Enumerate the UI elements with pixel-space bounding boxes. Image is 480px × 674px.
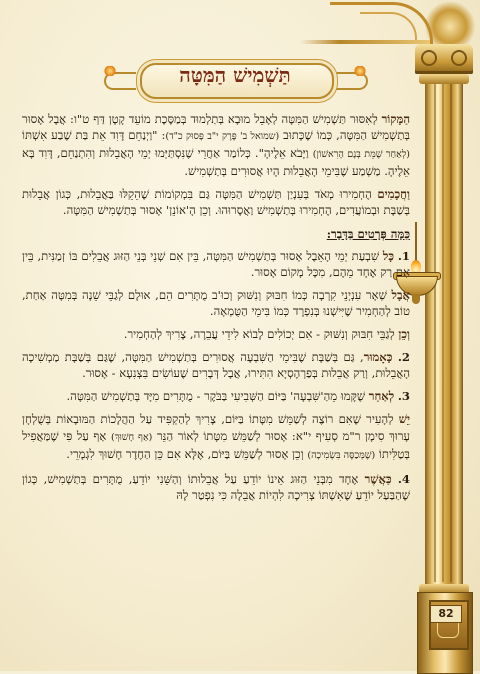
pillar-shaft	[425, 74, 463, 594]
item-text: אַף עַל פִּי שֶׁמַּאֲפִיל בְּטַלִּיתוֹ	[22, 428, 410, 461]
page-title: תַּשְׁמִישׁ הַמִּטָּה	[179, 63, 291, 87]
item-lead: כָּאָמוּר	[363, 350, 393, 365]
item-lead: כָּל	[382, 248, 395, 263]
paragraph-text: וַיָּבֹא אֵלֶיהָ". כְּלוֹמַר אַחֲרֵי שֶׁנִּסְתַּיְּמוּ יְמֵי הָאֲבֵלוּת וְהִתְנַחֵם, דָּוִד בָּא אֵלֶיהָ. מַשְׁמַע שֶׁבִּימֵי הָאֲבֵלוּת הָיוּ אֲסוּרִים בְּתַשְׁמִישׁ.	[22, 146, 410, 179]
paragraph	[22, 111, 410, 179]
title-cartouche	[140, 63, 330, 95]
top-frame-bar	[300, 40, 430, 44]
paragraph-text: לְאִסּוּר תַּשְׁמִישׁ הַמִּטָּה לְאָבֵל מוּבָא בְּתַלְמוּד בְּמַסֶּכֶת מוֹעֵד קָטָן דַּף ט"ו: אֲבָל אָסוּר בְּתַשְׁמִישׁ הַמִּטָּה, כְּמוֹ שֶׁכָּתוּב	[22, 112, 410, 143]
item-lead: אֲבָל	[391, 287, 410, 302]
pillar-ring	[419, 74, 469, 84]
item-note: (אַף חָשׁוּךְ)	[110, 431, 153, 443]
section-heading: כַּמָּה פְּרָטִים בַּדָּבָר:	[326, 226, 410, 241]
list-item	[22, 248, 410, 280]
item-number: 4.	[397, 471, 410, 486]
item-note: (שֶׁמְּכַסֶּה בִּשְׂמִיכָה)	[307, 449, 376, 461]
pillar-capital	[415, 44, 473, 74]
item-text: שִׁבְעַת יְמֵי הָאֵבֶל אָסוּר בְּתַשְׁמִישׁ הַמִּטָּה, בֵּין אִם שְׁנֵי בְּנֵי הַזּוּג אֲבֵלִים בּוֹ זְמַנִּית, בֵּין אִם רַק אֶחָד מֵהֶם, מִכָּל מָקוֹם אָסוּר.	[22, 248, 410, 279]
list-item	[22, 388, 410, 404]
item-text: , גַּם בְּשַׁבָּת שֶׁבִּימֵי הַשִּׁבְעָה אֲסוּרִים בְּתַשְׁמִישׁ הַמִּטָּה, שֶׁגַּם בְּשַׁבָּת מַמְשִׁיכָה הָאֲבֵלוּת, וְרַק אֲבֵלוּת בְּפַרְהֶסְיָא הִתִּירוּ, אֲבָל דְּבָרִים שֶׁעוֹשִׂים בִּצְנִעָא - אָסוּר.	[22, 350, 410, 381]
item-lead: כַּאֲשֶׁר	[364, 471, 392, 486]
paragraph	[22, 186, 410, 218]
paragraph-lead: וַחֲכָמִים	[377, 187, 410, 202]
paragraph-text: : "וַיְנַחֵם דָּוִד אֵת בַּת שֶׁבַע אִשְׁתּוֹ	[22, 128, 166, 143]
item-text: שְׁאָר עִנְיְנֵי קִרְבָה כְּמוֹ חִבּוּק וְנִשּׁוּק וְכוּ'ב מֻתָּרִים הֵם, אוּלָם לְגַבֵּי שֵׁנָה בְּמִטָּה אַחַת, טוֹב לְהַחְמִיר שֶׁיִּישְׁנוּ בְּנִפְרָד כְּמוֹ בִּימֵי הַטֻּמְאָה.	[22, 287, 410, 318]
gold-pillar	[421, 44, 467, 671]
flame-icon-left	[104, 66, 116, 76]
item-text: אֶחָד מִבְּנֵי הַזּוּג אֵינוֹ יוֹדֵעַ עַל אֲבֵלוּתוֹ וְהַשֵּׁנִי יוֹדֵעַ, מֻתָּרִים בְּתַשְׁמִישׁ, כְּגוֹן שֶׁהַבַּעַל יוֹדֵעַ שֶׁאִשְׁתּוֹ צְרִיכָה לִהְיוֹת אֲבֵלָה כִּי נִפְטַר לָהּ	[22, 471, 410, 502]
article-body	[22, 111, 410, 510]
item-text: לְגַבֵּי חִבּוּק וְנִשּׁוּק - אִם יְכוֹלִים לָבוֹא לִידֵי עֲבֵרָה, צָרִיךְ לְהַחְמִיר.	[123, 327, 395, 342]
item-text: שֶׁקָּמוּ מֵהַ'שִּׁבְעָה' בַּיּוֹם הַשְּׁבִיעִי בַּבֹּקֶר - מֻתָּרִים מִיָּד בְּתַשְׁמִישׁ הַמִּטָּה.	[66, 389, 369, 404]
list-item	[22, 326, 410, 342]
item-text: וְכֵן אָסוּר לְשַׁמֵּשׁ בַּיּוֹם, אֶלָּא אִם כֵּן הַחֶדֶר חָשׁוּךְ לִגְמָרֵי.	[66, 446, 308, 461]
paragraph-text: הֶחְמִירוּ מְאֹד בְּעִנְיַן תַּשְׁמִישׁ הַמִּטָּה גַּם בִּמְקוֹמוֹת שֶׁהֵקֵלּוּ בַּאֲבֵלוּת, כְּגוֹן אֲבֵלוּת בְּשַׁבָּת וּבְמוֹעֲדִים, הֶחְמִירוּ בְּתַשְׁמִישׁ וַאֲסָרוּהוּ. וְכֵן הָ'אוֹנֵן' אָסוּר בְּתַשְׁמִישׁ הַמִּטָּה.	[22, 187, 410, 218]
list-item	[22, 471, 410, 503]
item-number: 3.	[397, 389, 410, 404]
item-number: 2.	[397, 350, 410, 365]
item-lead: לְאַחַר	[368, 389, 395, 404]
list-item	[22, 349, 410, 381]
item-lead: וְכֵן	[398, 327, 410, 342]
paragraph-lead: הַמָּקוֹר	[381, 112, 410, 126]
list-item	[22, 287, 410, 319]
list-item	[22, 411, 410, 463]
paragraph-note: (לְאַחַר שֶׁמֵּת בְּנָם הָרִאשׁוֹן)	[312, 149, 411, 161]
flame-icon-right	[354, 66, 366, 76]
paragraph-note: (שמואל ב' פֶּרֶק י"ב פָּסוּק כ"ד)	[165, 131, 280, 143]
page-number: 82	[430, 605, 462, 623]
item-lead: יֵשׁ	[398, 412, 410, 427]
item-text: לְהָעִיר שֶׁאִם רוֹצֶה לְשַׁמֵּשׁ מִטָּתוֹ בַּיּוֹם, צָרִיךְ לְהַקְפִּיד עַל הַהֲלָכוֹת הַמּוּבָאוֹת בְּשֻׁלְחָן עָרוּךְ סִימָן ר"מ סְעִיף י"א: אָסוּר לְשַׁמֵּשׁ מִטָּתוֹ לְאוֹר הַנֵּר	[22, 412, 410, 443]
item-number: 1.	[397, 248, 410, 263]
